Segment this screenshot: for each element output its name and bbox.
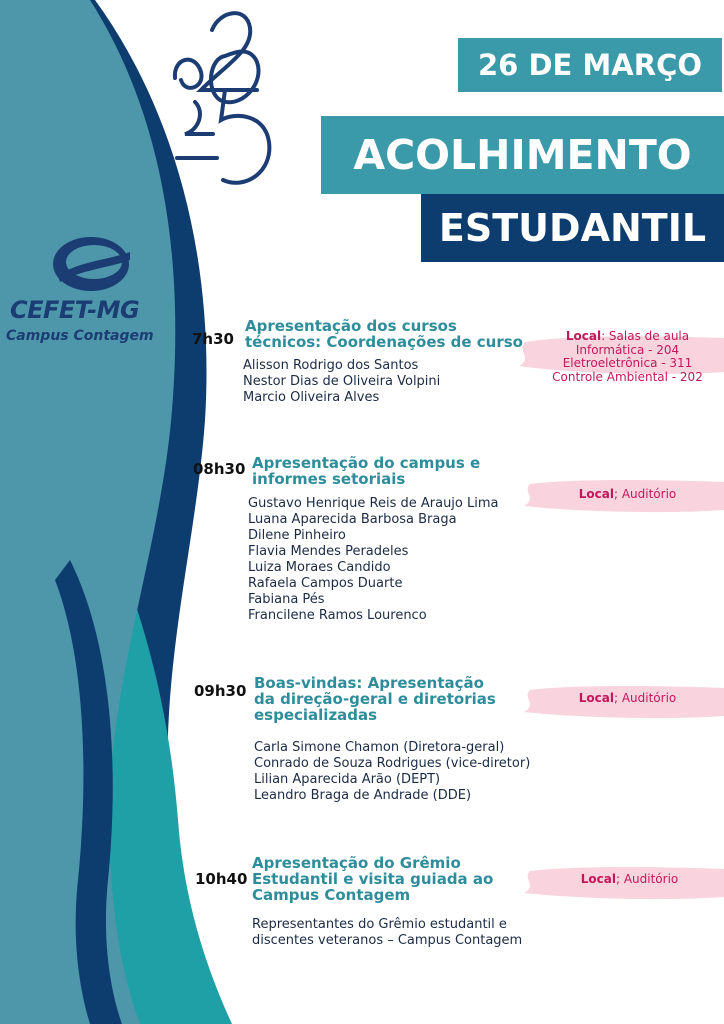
event-title-line: Apresentação do campus e [252,454,481,472]
event-time: 10h40 [195,870,248,888]
location-value: ; Auditório [613,487,677,501]
event-time: 09h30 [194,682,247,700]
event-title-line: Estudantil e visita guiada ao [252,870,494,888]
person-name: Francilene Ramos Lourenco [248,608,427,623]
location-value: ; Auditório [613,691,677,705]
person-name: Dilene Pinheiro [248,528,346,543]
event-title-line: Apresentação dos cursos [245,317,457,335]
event-title [254,675,496,723]
event-time: 08h30 [193,460,246,478]
person-name: Carla Simone Chamon (Diretora-geral) [254,740,505,755]
event-title [245,318,523,350]
person-name: Marcio Oliveira Alves [243,390,380,405]
event-title-line: técnicos: Coordenações de curso [245,333,523,351]
event-location [540,330,715,384]
person-name: Luiza Moraes Candido [248,560,391,575]
logo-name: CEFET-MG [10,296,140,324]
person-name: Luana Aparecida Barbosa Braga [248,512,457,527]
event-names [252,917,522,949]
person-name: Nestor Dias de Oliveira Volpini [243,374,441,389]
event-title [252,455,480,487]
person-name: Representantes do Grêmio estudantil e [252,917,507,932]
person-name: Alisson Rodrigo dos Santos [243,358,419,373]
location-label: Local [578,487,614,501]
event-names [254,740,530,804]
person-name: Flavia Mendes Peradeles [248,544,409,559]
location-line: Controle Ambiental - 202 [552,369,703,384]
person-name: discentes veteranos – Campus Contagem [252,933,523,948]
event-title-line: Boas-vindas: Apresentação [254,674,484,692]
event-title-line: informes setoriais [252,470,406,488]
event-location [545,692,710,706]
event-names [248,496,499,624]
event-location [547,873,712,887]
location-label: Local [578,691,614,705]
event-title [252,855,493,903]
event-title-line: especializadas [254,706,378,724]
person-name: Leandro Braga de Andrade (DDE) [254,788,472,803]
event-title-line: Apresentação do Grêmio [252,854,461,872]
logo-emblem-icon [50,232,132,294]
year-graphic [165,2,295,192]
event-title-line: Campus Contagem [252,886,411,904]
location-label: Local [565,329,602,343]
location-line: Informática - 204 [575,342,680,357]
location-value: ; Auditório [615,872,679,886]
location-label: Local [580,872,616,886]
person-name: Conrado de Souza Rodrigues (vice-diretor) [254,756,531,771]
location-line: Eletroeletrônica - 311 [562,356,693,370]
logo-campus: Campus Contagem [6,328,154,344]
location-line: : Salas de aula [601,329,690,343]
person-name: Gustavo Henrique Reis de Araujo Lima [248,496,499,511]
date-banner: 26 DE MARÇO [458,38,722,92]
person-name: Lilian Aparecida Arão (DEPT) [254,772,441,787]
event-names [243,358,440,406]
event-location [545,488,710,502]
event-time: 7h30 [192,330,234,348]
title-estudantil: ESTUDANTIL [421,194,724,262]
person-name: Rafaela Campos Duarte [248,576,403,591]
person-name: Fabiana Pés [248,592,325,607]
title-acolhimento: ACOLHIMENTO [321,116,724,194]
event-title-line: da direção-geral e diretorias [254,690,496,708]
